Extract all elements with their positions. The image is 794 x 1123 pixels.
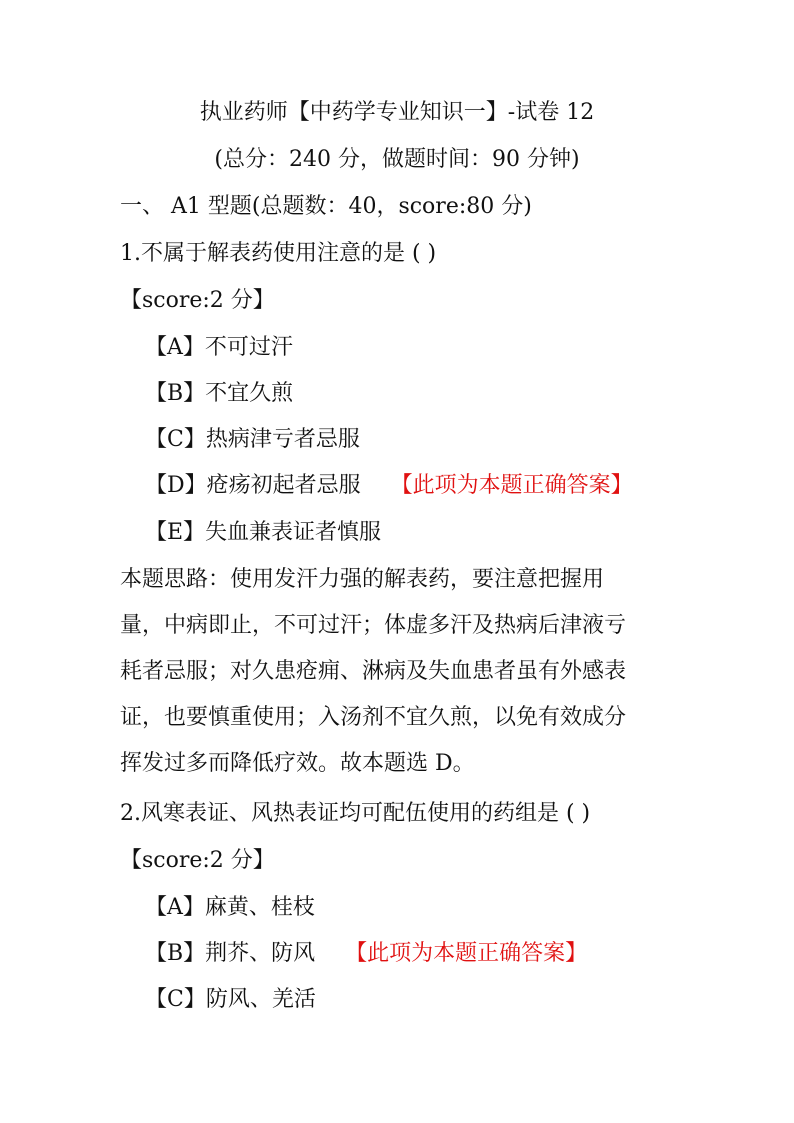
explanation-line: 本题思路：使用发汗力强的解表药，要注意把握用 <box>120 567 605 592</box>
explanation-line: 量，中病即止，不可过汗；体虚多汗及热病后津液亏 <box>120 613 627 638</box>
question-2-option-a: 【A】麻黄、桂枝 <box>145 895 315 920</box>
question-1-option-b: 【B】不宜久煎 <box>145 381 294 406</box>
correct-answer-mark: 【此项为本题正确答案】 <box>345 941 588 966</box>
question-1-option-e: 【E】失血兼表证者慎服 <box>145 520 382 545</box>
explanation-line: 耗者忌服；对久患疮痈、淋病及失血患者虽有外感表 <box>120 659 627 684</box>
section-heading: 一、 A1 型题(总题数：40，score:80 分) <box>120 194 532 219</box>
question-1-stem: 1.不属于解表药使用注意的是 ( ) <box>120 241 437 266</box>
question-1-score: 【score:2 分】 <box>120 288 275 313</box>
question-1-option-d-row <box>145 471 633 501</box>
explanation-line: 挥发过多而降低疗效。故本题选 D。 <box>120 751 475 776</box>
doc-subtitle: (总分：240 分，做题时间：90 分钟) <box>214 147 580 172</box>
question-2-option-b: 【B】荆芥、防风 <box>145 941 316 966</box>
doc-title: 执业药师【中药学专业知识一】-试卷 12 <box>199 100 595 125</box>
question-2-stem: 2.风寒表证、风热表证均可配伍使用的药组是 ( ) <box>120 801 591 826</box>
question-1-option-d: 【D】疮疡初起者忌服 <box>145 473 361 498</box>
question-2-score: 【score:2 分】 <box>120 848 275 873</box>
explanation-line: 证，也要慎重使用；入汤剂不宜久煎，以免有效成分 <box>120 705 627 730</box>
question-1-option-c: 【C】热病津亏者忌服 <box>145 427 360 452</box>
question-1-option-a: 【A】不可过汗 <box>145 335 293 360</box>
question-2-option-b-row <box>145 939 587 969</box>
question-1-explanation <box>120 557 680 787</box>
question-2-option-c: 【C】防风、羌活 <box>145 987 316 1012</box>
correct-answer-mark: 【此项为本题正确答案】 <box>390 473 633 498</box>
